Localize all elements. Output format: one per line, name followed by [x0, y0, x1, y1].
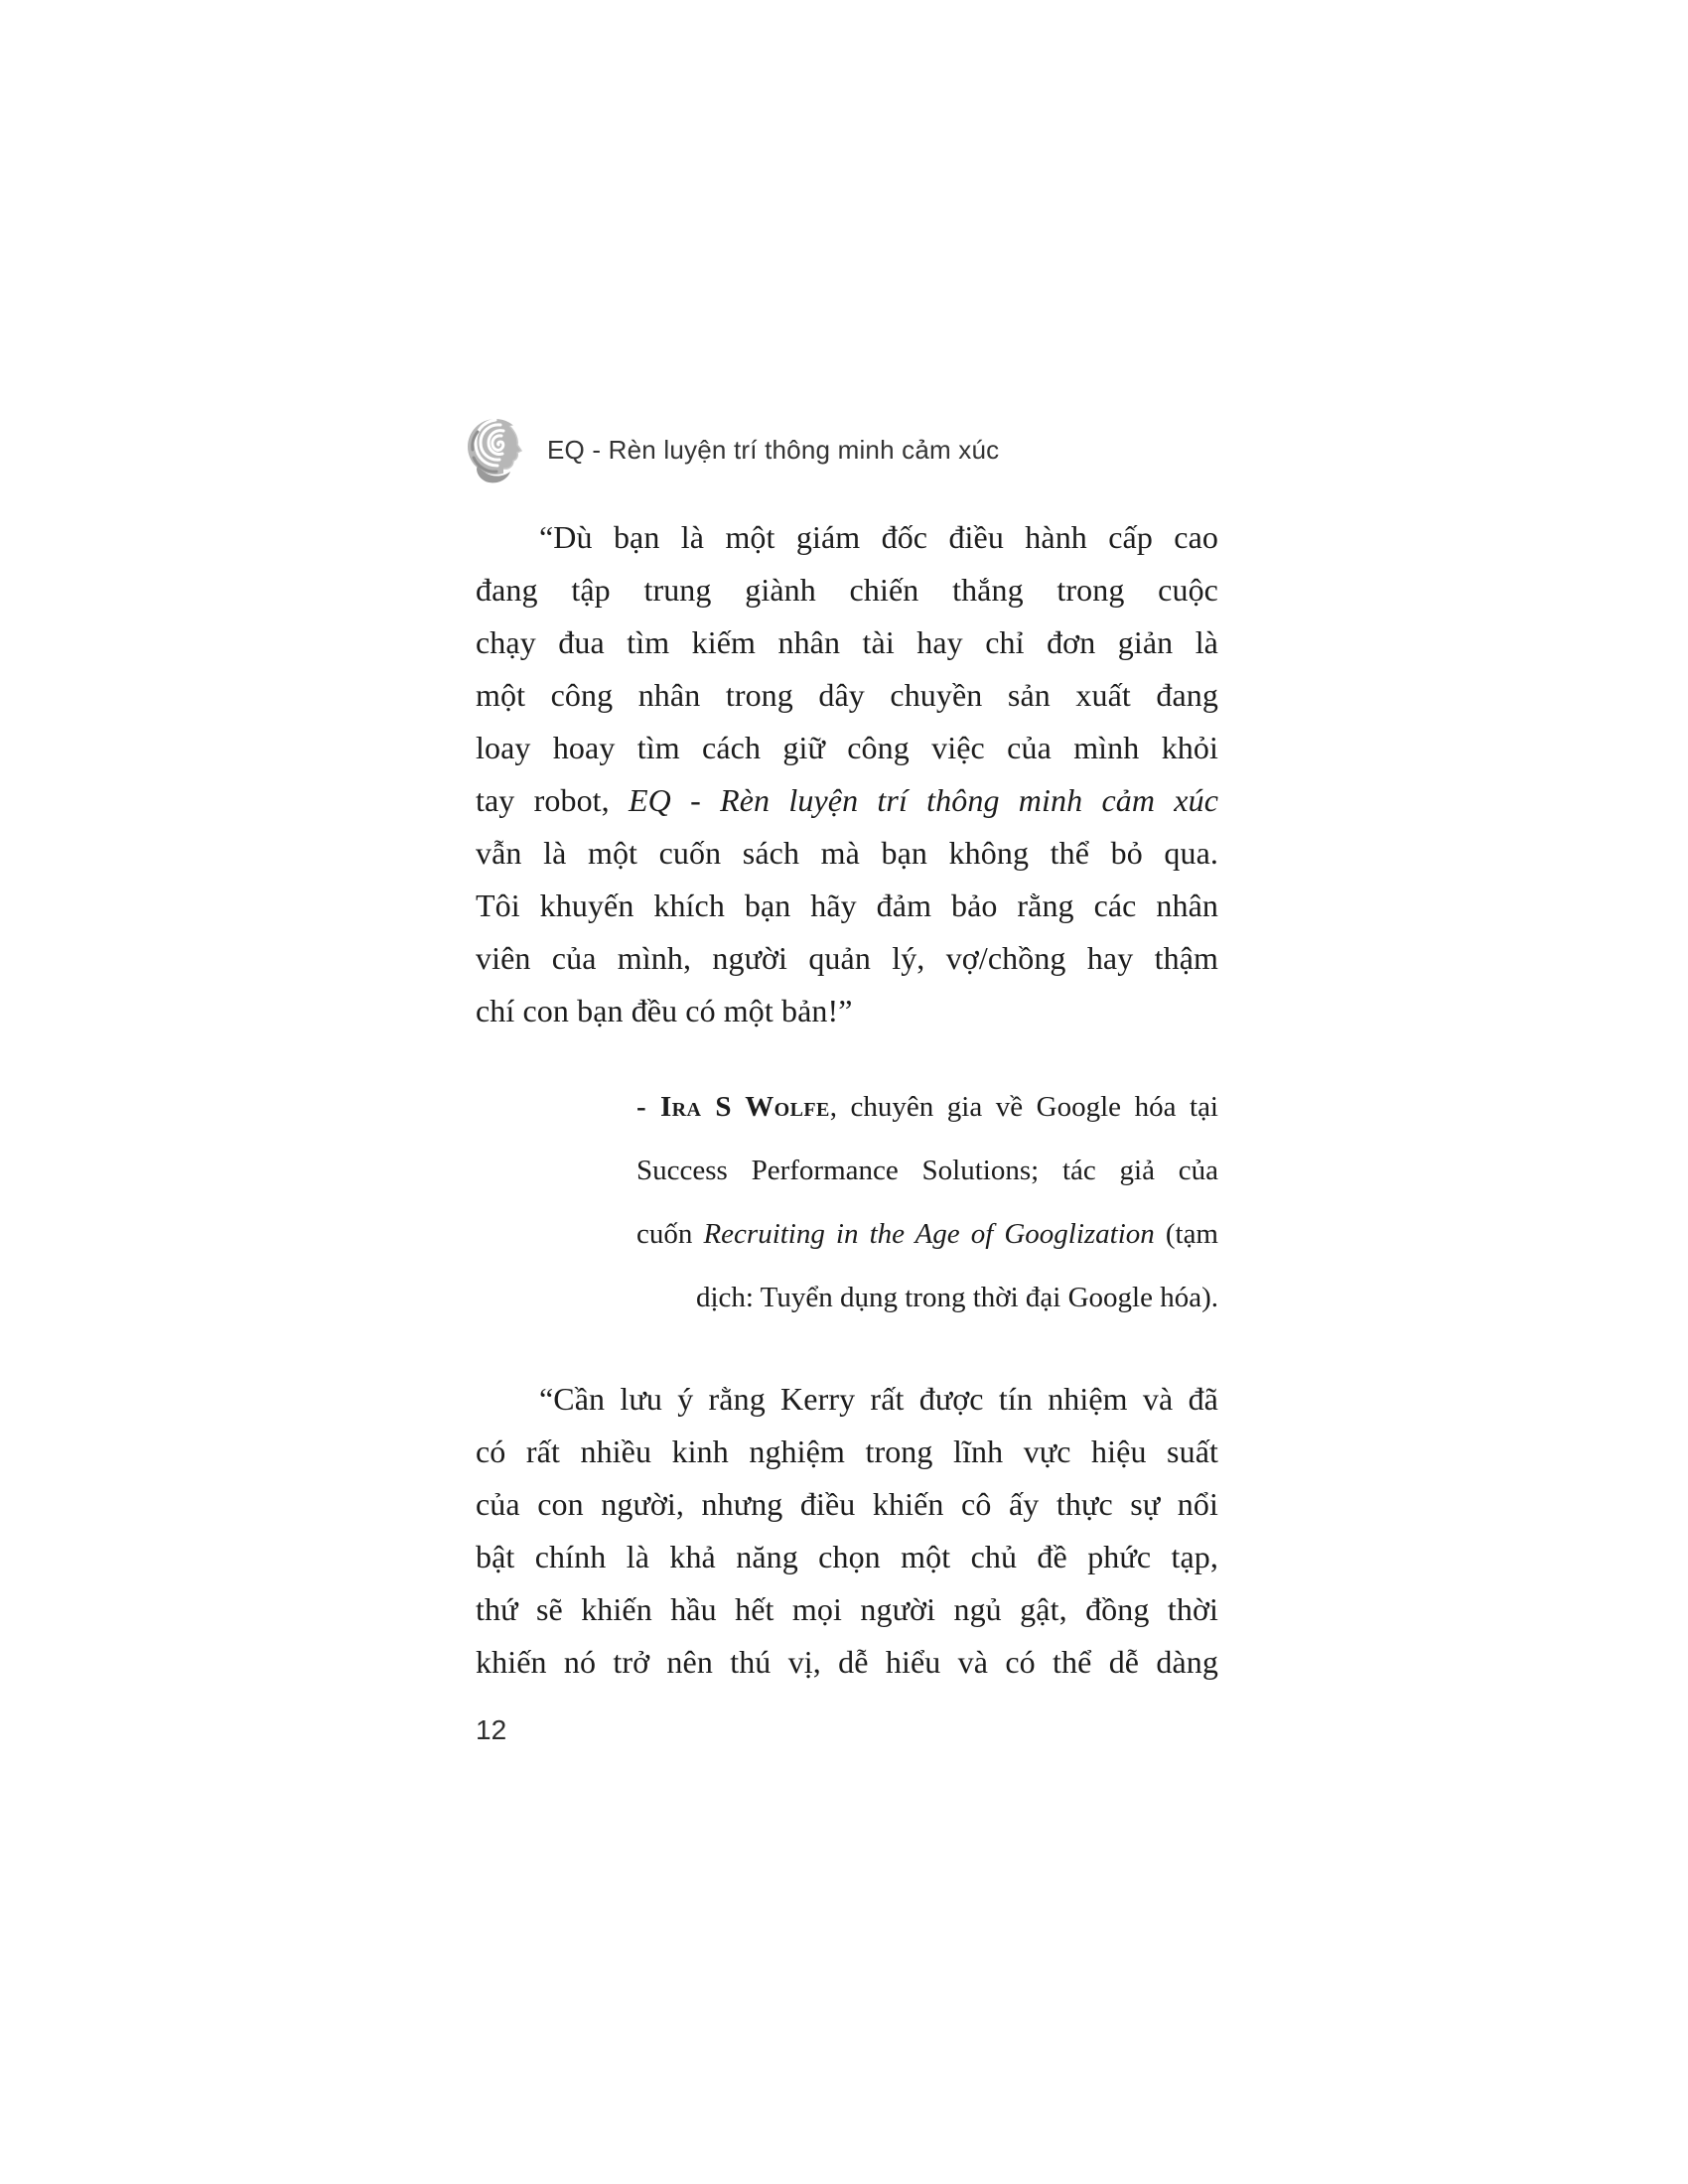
head-spiral-logo-icon: [466, 414, 529, 485]
text-line: chạy đua tìm kiếm nhân tài hay chỉ đơn giản là: [476, 624, 1218, 660]
quote-attribution: [636, 1075, 1218, 1329]
text-line: Success Performance Solutions; tác giả của: [636, 1155, 1218, 1186]
running-header-title: EQ - Rèn luyện trí thông minh cảm xúc: [547, 434, 1000, 465]
text-line: “Cần lưu ý rằng Kerry rất được tín nhiệm và đã: [539, 1381, 1218, 1417]
text-line: khiến nó trở nên thú vị, dễ hiểu và có thể dễ dàng: [476, 1644, 1218, 1680]
text-line: Tôi khuyến khích bạn hãy đảm bảo rằng các nhân: [476, 887, 1218, 923]
text-line: của con người, nhưng điều khiến cô ấy thực sự nổi: [476, 1486, 1218, 1522]
text-line: một công nhân trong dây chuyền sản xuất đang: [476, 677, 1218, 713]
text-line: thứ sẽ khiến hầu hết mọi người ngủ gật, đồng thời: [476, 1591, 1218, 1627]
text-line: - Ira S Wolfe, chuyên gia về Google hóa tại: [636, 1091, 1218, 1123]
running-header: [476, 414, 1218, 485]
quote-paragraph-2: [476, 1373, 1218, 1689]
text-line: có rất nhiều kinh nghiệm trong lĩnh vực hiệu suất: [476, 1433, 1218, 1469]
text-line: “Dù bạn là một giám đốc điều hành cấp cao: [539, 519, 1218, 555]
text-line: loay hoay tìm cách giữ công việc của mình khỏi: [476, 730, 1218, 765]
text-line: dịch: Tuyển dụng trong thời đại Google hóa).: [695, 1282, 1218, 1313]
text-line: vẫn là một cuốn sách mà bạn không thể bỏ qua.: [476, 835, 1218, 871]
text-line: bật chính là khả năng chọn một chủ đề phức tạp,: [476, 1539, 1218, 1574]
quote-paragraph-1: [476, 511, 1218, 1037]
text-column: [476, 414, 1218, 1746]
text-line: chí con bạn đều có một bản!”: [476, 993, 853, 1028]
page-number: 12: [476, 1714, 507, 1745]
text-line: đang tập trung giành chiến thắng trong cuộc: [476, 572, 1218, 608]
text-line: cuốn Recruiting in the Age of Googlization (tạm: [636, 1218, 1218, 1250]
text-line: viên của mình, người quản lý, vợ/chồng hay thậm: [476, 940, 1218, 976]
text-line: tay robot, EQ - Rèn luyện trí thông minh cảm xúc: [476, 782, 1218, 818]
